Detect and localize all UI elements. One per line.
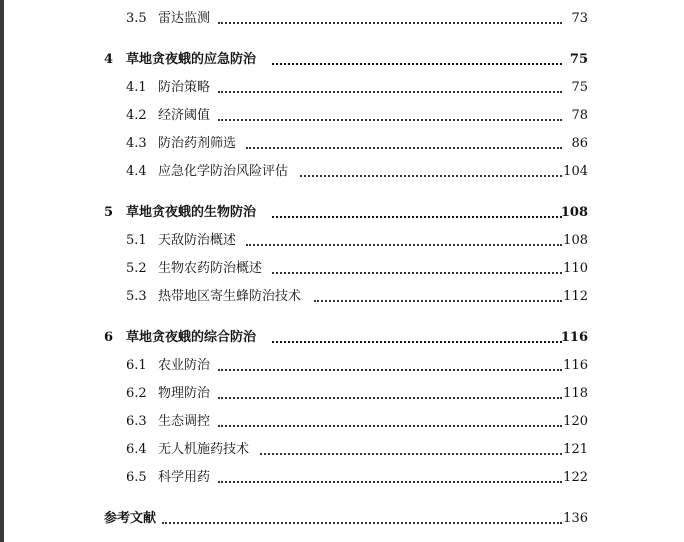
toc-entry-page: 110 [563,261,588,276]
toc-entry-number: 4.2 [126,108,147,123]
toc-entry-4-2[interactable] [0,106,684,126]
toc-entry-page: 112 [563,289,588,304]
toc-dot-leader [218,369,562,371]
toc-entry-title: 无人机施药技术 [158,442,250,457]
toc-entry-number: 5.2 [126,261,147,276]
toc-dot-leader [260,453,562,455]
toc-chapter-page: 108 [560,205,588,220]
toc-entry-number: 6.5 [126,470,147,485]
toc-chapter-4[interactable] [0,50,684,70]
toc-entry-3-5[interactable] [0,9,684,29]
toc-dot-leader [272,341,562,343]
toc-entry-title: 防治策略 [158,80,211,95]
toc-entry-page: 75 [571,80,588,95]
toc-entry-number: 3.5 [126,11,147,26]
toc-entry-4-3[interactable] [0,134,684,154]
toc-entry-title: 雷达监测 [158,11,211,26]
toc-entry-title: 应急化学防治风险评估 [158,164,289,179]
toc-entry-6-5[interactable] [0,468,684,488]
toc-entry-title: 物理防治 [158,386,211,401]
toc-entry-6-3[interactable] [0,412,684,432]
toc-chapter-number: 6 [104,330,114,345]
toc-entry-5-3[interactable] [0,287,684,307]
toc-dot-leader [272,216,562,218]
toc-entry-title: 经济阈值 [158,108,211,123]
toc-dot-leader [218,119,562,121]
toc-chapter-page: 116 [560,330,588,345]
toc-entry-5-1[interactable] [0,231,684,251]
toc-entry-page: 122 [563,470,588,485]
toc-entry-page: 108 [563,233,588,248]
toc-entry-number: 6.3 [126,414,147,429]
toc-dot-leader [246,147,562,149]
toc-chapter-number: 5 [104,205,114,220]
toc-dot-leader [218,425,562,427]
toc-chapter-number: 4 [104,52,114,67]
toc-entry-5-2[interactable] [0,259,684,279]
toc-entry-title: 农业防治 [158,358,211,373]
toc-entry-title: 生态调控 [158,414,211,429]
toc-entry-number: 6.1 [126,358,147,373]
toc-dot-leader [246,244,562,246]
toc-entry-title: 科学用药 [158,470,211,485]
toc-dot-leader [218,22,562,24]
toc-entry-number: 6.2 [126,386,147,401]
toc-dot-leader [218,91,562,93]
toc-entry-number: 5.1 [126,233,147,248]
toc-chapter-6[interactable] [0,328,684,348]
toc-entry-6-4[interactable] [0,440,684,460]
toc-dot-leader [314,300,562,302]
toc-chapter-page: 75 [569,52,588,67]
toc-chapter-5[interactable] [0,203,684,223]
toc-entry-4-4[interactable] [0,162,684,182]
toc-dot-leader [272,272,562,274]
toc-references-title: 参考文献 [104,511,157,526]
toc-entry-6-1[interactable] [0,356,684,376]
toc-entry-number: 4.4 [126,164,147,179]
toc-chapter-title: 草地贪夜蛾的应急防治 [126,52,257,67]
toc-references[interactable] [0,509,684,529]
toc-chapter-title: 草地贪夜蛾的综合防治 [126,330,257,345]
toc-entry-number: 5.3 [126,289,147,304]
toc-entry-number: 4.1 [126,80,147,95]
toc-entry-4-1[interactable] [0,78,684,98]
toc-dot-leader [162,522,562,524]
toc-entry-title: 防治药剂筛选 [158,136,237,151]
toc-entry-page: 78 [571,108,588,123]
toc-entry-page: 118 [563,386,588,401]
toc-entry-page: 116 [563,358,588,373]
toc-entry-number: 4.3 [126,136,147,151]
toc-dot-leader [218,481,562,483]
toc-dot-leader [300,175,562,177]
toc-entry-title: 天敌防治概述 [158,233,237,248]
toc-entry-page: 73 [571,11,588,26]
toc-entry-page: 104 [563,164,588,179]
toc-entry-page: 86 [571,136,588,151]
toc-entry-title: 热带地区寄生蜂防治技术 [158,289,302,304]
toc-entry-title: 生物农药防治概述 [158,261,263,276]
toc-chapter-title: 草地贪夜蛾的生物防治 [126,205,257,220]
toc-entry-number: 6.4 [126,442,147,457]
toc-references-page: 136 [563,511,588,526]
toc-dot-leader [272,63,562,65]
toc-entry-page: 120 [563,414,588,429]
toc-dot-leader [218,397,562,399]
toc-entry-page: 121 [563,442,588,457]
toc-entry-6-2[interactable] [0,384,684,404]
